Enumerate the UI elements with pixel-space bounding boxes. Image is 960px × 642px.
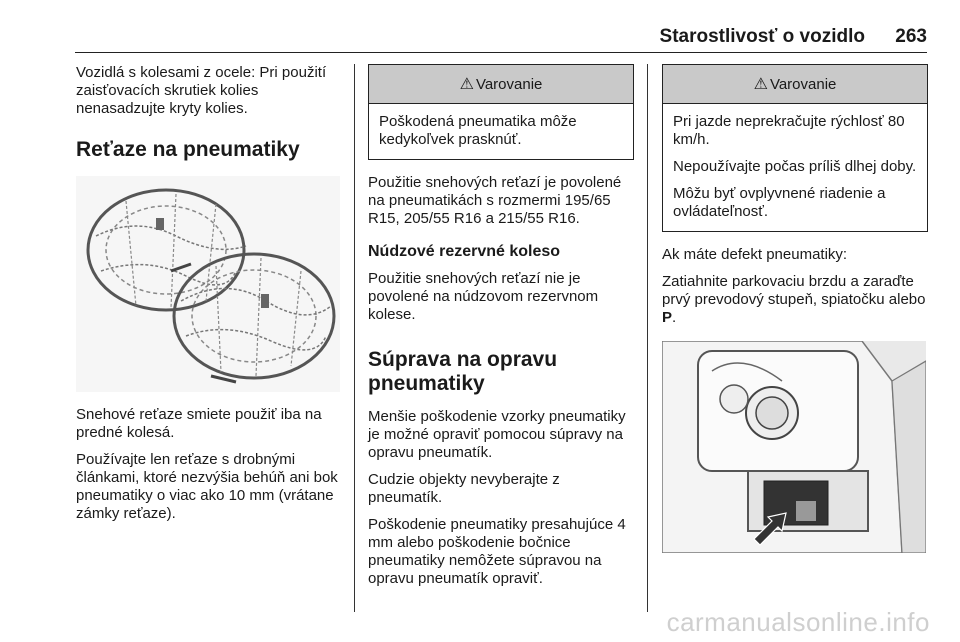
warning-speed: Pri jazde neprekračujte rýchlosť 80 km/h. (673, 113, 905, 148)
warning-title: Varovanie (475, 75, 543, 93)
trunk-compartment-illustration (662, 341, 926, 553)
page-title: Starostlivosť o vozidlo (659, 26, 865, 47)
snow-chains-illustration (76, 176, 340, 392)
warning-triangle-icon: ⚠ (753, 76, 768, 93)
warning-box (662, 64, 928, 232)
paragraph-foreign-objects: Cudzie objekty nevyberajte z pneumatík. (368, 471, 560, 506)
section-heading-spare-wheel: Núdzové rezervné koleso (368, 243, 561, 260)
warning-duration: Nepoužívajte počas príliš dlhej doby. (673, 158, 917, 175)
section-heading-repair-kit: Súprava na opravu pneumatiky (368, 348, 558, 395)
column-3 (662, 64, 928, 553)
warning-title: Varovanie (769, 75, 837, 93)
intro-paragraph: Vozidlá s kolesami z ocele: Pri použití zaisťovacích skrutiek kolies nenasadzujte kryty kolies. (76, 64, 327, 117)
page-number: 263 (895, 26, 927, 47)
paragraph-chain-links: Používajte len reťaze s drobnými článkami, ktoré nezvýšia behúň ani bok pneumatiky o viac ako 10 mm (vrátane zámky reťaze). (76, 451, 338, 522)
section-heading-snow-chains: Reťaze na pneumatiky (76, 138, 300, 161)
paragraph-front-wheels: Snehové reťaze smiete použiť iba na predné kolesá. (76, 406, 322, 441)
warning-text: Poškodená pneumatika môže kedykoľvek prasknúť. (379, 113, 577, 148)
warning-header (663, 65, 927, 104)
column-divider (354, 64, 355, 612)
gear-p-label: P (662, 309, 673, 326)
column-2 (368, 64, 634, 597)
paragraph-spare-wheel: Použitie snehových reťazí nie je povolené na núdzovom rezervnom kolese. (368, 270, 599, 323)
paragraph-parking-brake: Zatiahnite parkovaciu brzdu a zaraďte prvý prevodový stupeň, spiatočku alebo P. (662, 273, 926, 326)
warning-box (368, 64, 634, 160)
paragraph-damage-limit: Poškodenie pneumatiky presahujúce 4 mm alebo poškodenie bočnice pneumatiky nemôžete súpravou na opravu pneumatík opraviť. (368, 516, 626, 587)
warning-header (369, 65, 633, 104)
paragraph-tire-sizes: Použitie snehových reťazí je povolené na pneumatikách s rozmermi 195/65 R15, 205/55 R16 a 215/55 R16. (368, 174, 622, 227)
warning-handling: Môžu byť ovplyvnené riadenie a ovládateľnosť. (673, 185, 886, 220)
watermark: carmanualsonline.info (666, 607, 930, 637)
warning-triangle-icon: ⚠ (459, 76, 474, 93)
paragraph-flat-tire: Ak máte defekt pneumatiky: (662, 246, 848, 263)
column-divider (647, 64, 648, 612)
column-1 (76, 64, 346, 532)
paragraph-repair-kit: Menšie poškodenie vzorky pneumatiky je možné opraviť pomocou súpravy na opravu pneumatík. (368, 408, 626, 461)
page-header (75, 26, 927, 53)
